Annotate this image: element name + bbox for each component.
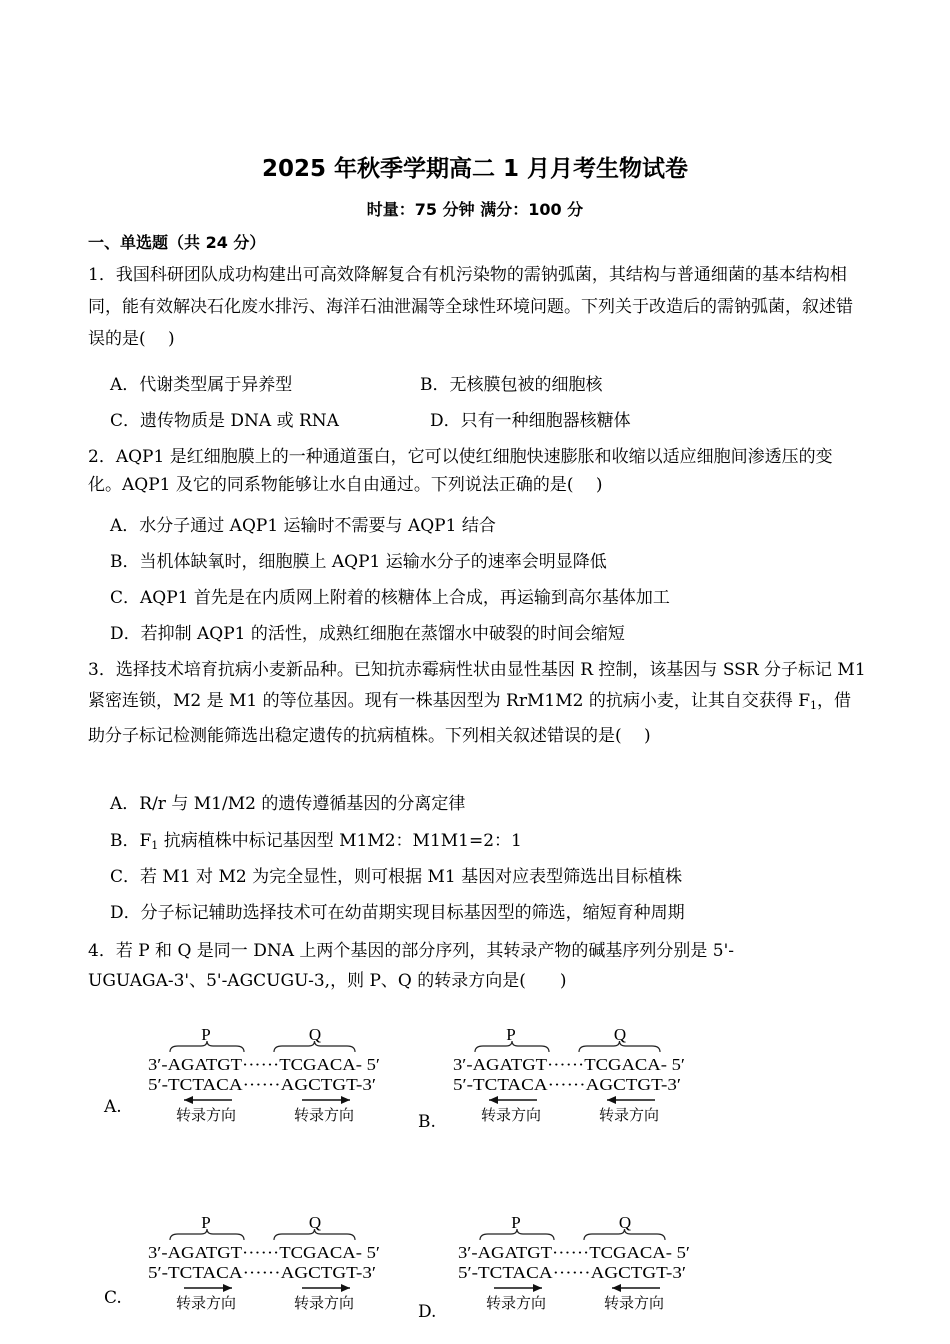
gene-p-label: P <box>201 1028 211 1044</box>
q-direction-label: 转录方向 <box>598 1106 660 1124</box>
q2-option-a[interactable]: A．水分子通过 AQP1 运输时不需要与 AQP1 结合 <box>110 516 496 536</box>
dna-strand-top: 3′-AGATGT······TCGACA- 5′ <box>453 1055 685 1074</box>
question-4-stem: 4．若 P 和 Q 是同一 DNA 上两个基因的部分序列，其转录产物的碱基序列分别是 5'-UGUAGA-3'、5'-AGCUGU-3,，则 P、Q 的转录方向是( ) <box>88 941 735 991</box>
gene-q-brace <box>274 1041 355 1052</box>
q2-option-c[interactable]: C．AQP1 首先是在内质网上附着的核糖体上合成，再运输到高尔基体加工 <box>110 588 670 608</box>
p-direction-arrow <box>494 1284 542 1292</box>
q3-option-b[interactable] <box>110 829 522 858</box>
q-direction-arrow-head <box>341 1284 350 1292</box>
q-direction-label: 转录方向 <box>293 1106 355 1124</box>
q2-option-d[interactable]: D．若抑制 AQP1 的活性，成熟红细胞在蒸馏水中破裂的时间会缩短 <box>110 624 625 644</box>
p-direction-arrow <box>489 1096 537 1104</box>
gene-p-brace <box>480 1229 554 1240</box>
gene-p-label: P <box>506 1028 516 1044</box>
gene-p-label: P <box>201 1216 211 1232</box>
q4-figure-a[interactable] <box>140 1028 390 1126</box>
dna-strand-bottom: 5′-TCTACA······AGCTGT-3′ <box>453 1075 681 1094</box>
q3-option-d[interactable]: D．分子标记辅助选择技术可在幼苗期实现目标基因型的筛选，缩短育种周期 <box>110 903 685 923</box>
p-direction-label: 转录方向 <box>480 1106 542 1124</box>
q3-option-a[interactable]: A．R/r 与 M1/M2 的遗传遵循基因的分离定律 <box>110 794 466 814</box>
q-direction-arrow <box>612 1284 660 1292</box>
q-direction-arrow <box>302 1284 350 1292</box>
q-direction-label: 转录方向 <box>293 1294 355 1312</box>
gene-p-brace <box>170 1041 244 1052</box>
p-direction-arrow <box>184 1284 232 1292</box>
q3-option-c[interactable]: C．若 M1 对 M2 为完全显性，则可根据 M1 基因对应表型筛选出目标植株 <box>110 867 683 887</box>
dna-strand-bottom: 5′-TCTACA······AGCTGT-3′ <box>148 1263 376 1282</box>
q-direction-label: 转录方向 <box>603 1294 665 1312</box>
q3-option-b-subscript: 1 <box>151 839 159 852</box>
q4-figure-c[interactable] <box>140 1216 390 1316</box>
q-direction-arrow-head <box>612 1284 621 1292</box>
gene-p-label: P <box>511 1216 521 1232</box>
dna-strand-top: 3′-AGATGT······TCGACA- 5′ <box>148 1243 380 1262</box>
dna-strand-top: 3′-AGATGT······TCGACA- 5′ <box>148 1055 380 1074</box>
gene-q-label: Q <box>613 1028 627 1044</box>
p-direction-label: 转录方向 <box>175 1294 237 1312</box>
q1-option-a[interactable]: A．代谢类型属于异养型 <box>110 375 293 395</box>
page-title: 2025 年秋季学期高二 1 月月考生物试卷 <box>261 156 689 182</box>
exam-info: 时量：75 分钟 满分：100 分 <box>366 200 584 219</box>
dna-strand-top: 3′-AGATGT······TCGACA- 5′ <box>458 1243 690 1262</box>
q4-option-b-label[interactable]: B. <box>418 1112 436 1132</box>
q-direction-arrow-head <box>341 1096 350 1104</box>
q4-option-a-label[interactable]: A. <box>104 1097 122 1117</box>
dna-strand-bottom: 5′-TCTACA······AGCTGT-3′ <box>148 1075 376 1094</box>
p-direction-label: 转录方向 <box>485 1294 547 1312</box>
gene-q-brace <box>584 1229 665 1240</box>
p-direction-arrow-head <box>184 1096 193 1104</box>
p-direction-arrow-head <box>223 1284 232 1292</box>
q1-option-d[interactable]: D．只有一种细胞器核糖体 <box>430 411 631 431</box>
section-heading: 一、单选题（共 24 分） <box>88 233 266 252</box>
question-3-stem <box>88 655 866 752</box>
q4-figure-d[interactable] <box>450 1216 700 1324</box>
q2-option-b[interactable]: B．当机体缺氧时，细胞膜上 AQP1 运输水分子的速率会明显降低 <box>110 552 607 572</box>
p-direction-arrow <box>184 1096 232 1104</box>
q4-option-c-label[interactable]: C. <box>104 1288 122 1308</box>
gene-q-label: Q <box>308 1028 322 1044</box>
q3-option-b-text-end: 抗病植株中标记基因型 M1M2：M1M1=2：1 <box>158 831 522 851</box>
q1-option-b[interactable]: B．无核膜包被的细胞核 <box>420 375 603 395</box>
gene-q-label: Q <box>618 1216 632 1232</box>
p-direction-arrow-head <box>489 1096 498 1104</box>
p-direction-arrow-head <box>533 1284 542 1292</box>
q3-stem-text: 3．选择技术培育抗病小麦新品种。已知抗赤霉病性状由显性基因 R 控制，该基因与 SSR 分子标记 M1 紧密连锁，M2 是 M1 的等位基因。现有一株基因型为 RrM1M2 的抗病小麦，让其自交获得 F <box>88 660 866 711</box>
q3-stem-text-end: ，借助分子标记检测能筛选出稳定遗传的抗病植株。下列相关叙述错误的是( ) <box>88 691 852 746</box>
q1-option-c[interactable]: C．遗传物质是 DNA 或 RNA <box>110 411 339 431</box>
gene-q-brace <box>579 1041 660 1052</box>
q3-stem-subscript: 1 <box>810 699 818 712</box>
gene-p-brace <box>170 1229 244 1240</box>
question-1-stem: 1．我国科研团队成功构建出可高效降解复合有机污染物的需钠弧菌，其结构与普通细菌的基本结构相同，能有效解决石化废水排污、海洋石油泄漏等全球性环境问题。下列关于改造后的需钠弧菌，叙述错误的是( ) <box>88 265 853 349</box>
question-2-stem: 2．AQP1 是红细胞膜上的一种通道蛋白，它可以使红细胞快速膨胀和收缩以适应细胞间渗透压的变化。AQP1 及它的同系物能够让水自由通过。下列说法正确的是( ) <box>88 447 833 495</box>
q-direction-arrow-head <box>607 1096 616 1104</box>
dna-strand-bottom: 5′-TCTACA······AGCTGT-3′ <box>458 1263 686 1282</box>
gene-p-brace <box>475 1041 549 1052</box>
p-direction-label: 转录方向 <box>175 1106 237 1124</box>
q4-option-d-label[interactable]: D. <box>418 1302 437 1322</box>
q4-figure-b[interactable] <box>445 1028 695 1132</box>
gene-q-brace <box>274 1229 355 1240</box>
q3-option-b-text: B．F <box>110 831 152 851</box>
q-direction-arrow <box>607 1096 655 1104</box>
q-direction-arrow <box>302 1096 350 1104</box>
gene-q-label: Q <box>308 1216 322 1232</box>
